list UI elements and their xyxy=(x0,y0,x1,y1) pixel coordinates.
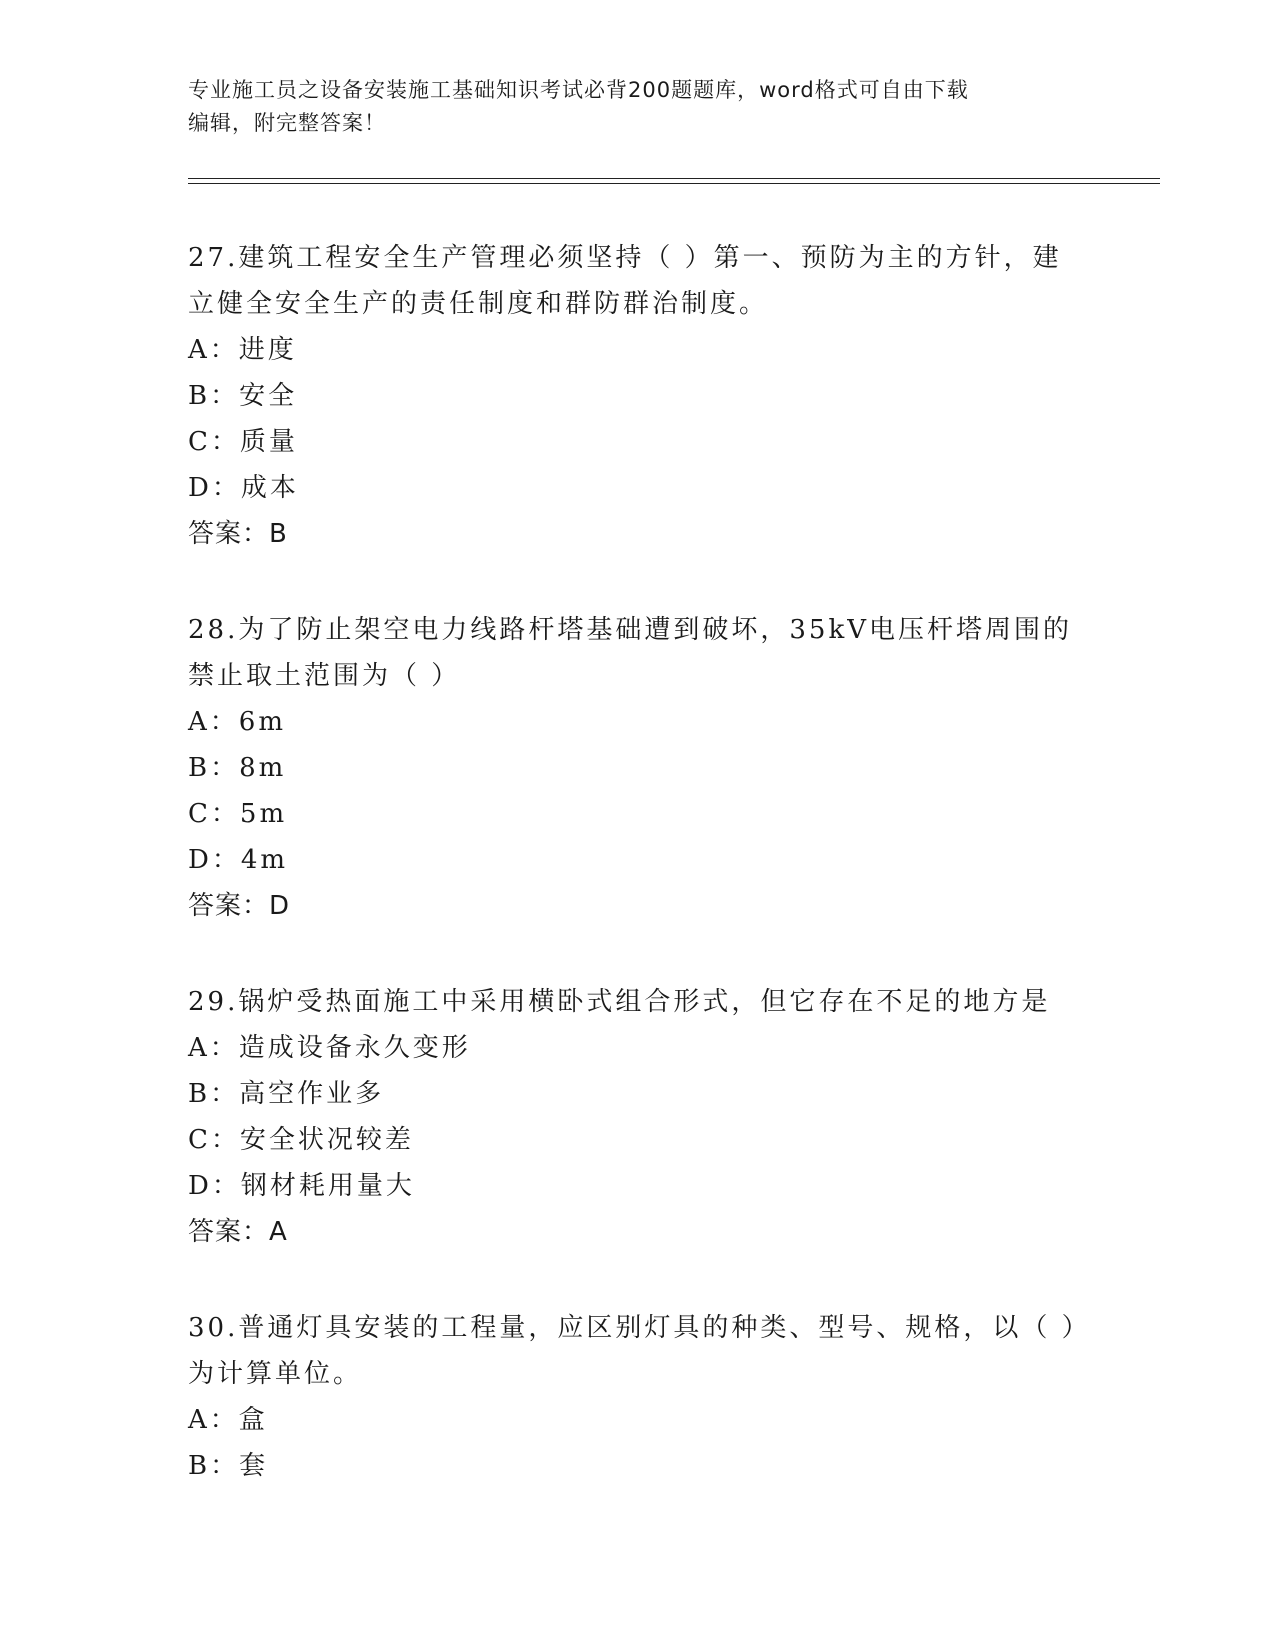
option-d xyxy=(188,837,1088,883)
question-stem xyxy=(188,1305,1088,1397)
option-d xyxy=(188,1163,1088,1209)
document-header xyxy=(188,74,1088,140)
option-a xyxy=(188,699,1088,745)
option-key: D： xyxy=(188,473,241,503)
question-number: 28. xyxy=(188,615,239,645)
header-divider-top xyxy=(188,178,1160,179)
option-text: 盒 xyxy=(238,1405,268,1435)
option-text: 质量 xyxy=(239,427,298,457)
option-text: 安全 xyxy=(239,381,298,411)
question-number: 30. xyxy=(188,1313,239,1343)
answer-line: 答案：B xyxy=(188,519,288,549)
option-text: 钢材耗用量大 xyxy=(240,1171,415,1201)
question-stem xyxy=(188,979,1088,1025)
option-text: 4m xyxy=(240,845,289,875)
option-b xyxy=(188,1443,1088,1489)
option-key: B： xyxy=(188,1451,240,1481)
option-text: 进度 xyxy=(238,335,297,365)
answer-line: 答案：D xyxy=(188,891,291,921)
option-key: B： xyxy=(188,753,240,783)
option-a xyxy=(188,1397,1088,1443)
question-list xyxy=(188,235,1088,1539)
option-text: 高空作业多 xyxy=(239,1079,385,1109)
option-a xyxy=(188,1025,1088,1071)
header-line-1: 专业施工员之设备安装施工基础知识考试必背200题题库，word格式可自由下载 xyxy=(188,78,969,102)
option-key: A： xyxy=(188,707,239,737)
option-c xyxy=(188,419,1088,465)
option-text: 安全状况较差 xyxy=(239,1125,414,1155)
option-key: C： xyxy=(188,427,240,457)
option-b xyxy=(188,1071,1088,1117)
option-text: 6m xyxy=(238,707,286,737)
option-key: A： xyxy=(188,335,239,365)
option-key: A： xyxy=(188,1033,239,1063)
option-b xyxy=(188,373,1088,419)
question-27 xyxy=(188,235,1088,557)
question-stem xyxy=(188,235,1088,327)
question-number: 27. xyxy=(188,243,239,273)
option-c xyxy=(188,1117,1088,1163)
question-text: 建筑工程安全生产管理必须坚持（ ）第一、预防为主的方针，建立健全安全生产的责任制度和群防群治制度。 xyxy=(188,243,1062,319)
question-28 xyxy=(188,607,1088,929)
answer-line: 答案：A xyxy=(188,1217,288,1247)
option-text: 8m xyxy=(239,753,287,783)
option-key: D： xyxy=(188,845,241,875)
option-key: D： xyxy=(188,1171,241,1201)
question-text: 锅炉受热面施工中采用横卧式组合形式，但它存在不足的地方是 xyxy=(238,987,1051,1017)
option-key: B： xyxy=(188,381,240,411)
question-number: 29. xyxy=(188,987,239,1017)
option-key: C： xyxy=(188,1125,240,1155)
option-text: 套 xyxy=(239,1451,269,1481)
option-text: 5m xyxy=(239,799,288,829)
header-line-2: 编辑，附完整答案！ xyxy=(188,111,386,135)
option-key: C： xyxy=(188,799,240,829)
option-key: A： xyxy=(188,1405,239,1435)
question-stem xyxy=(188,607,1088,699)
option-text: 造成设备永久变形 xyxy=(238,1033,471,1063)
question-30 xyxy=(188,1305,1088,1489)
option-a xyxy=(188,327,1088,373)
option-d xyxy=(188,465,1088,511)
option-text: 成本 xyxy=(240,473,299,503)
option-c xyxy=(188,791,1088,837)
option-key: B： xyxy=(188,1079,240,1109)
header-divider-bottom xyxy=(188,183,1160,184)
question-29 xyxy=(188,979,1088,1255)
question-text: 普通灯具安装的工程量，应区别灯具的种类、型号、规格，以（ ）为计算单位。 xyxy=(188,1313,1078,1389)
option-b xyxy=(188,745,1088,791)
question-text: 为了防止架空电力线路杆塔基础遭到破坏，35kV电压杆塔周围的禁止取土范围为（ ） xyxy=(188,615,1072,691)
